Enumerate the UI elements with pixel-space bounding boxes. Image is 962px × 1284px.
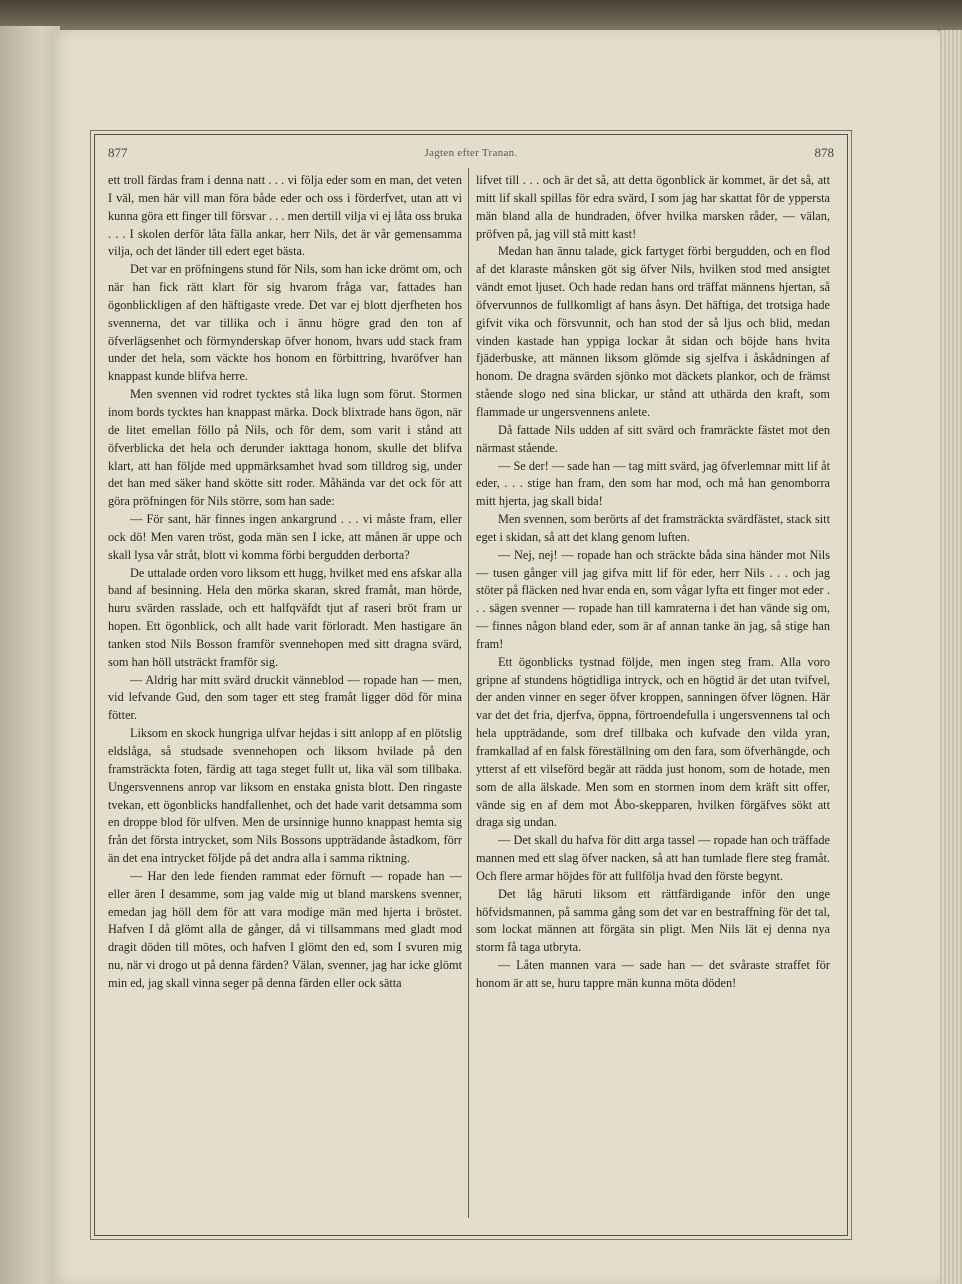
paragraph: — Se der! — sade han — tag mitt svärd, jag öfverlemnar mitt lif åt eder, . . . stige han fram, den som har mod, och må han genomborra mitt hjerta, jag skall bida! [476, 458, 830, 509]
book-binding-edge [0, 0, 962, 34]
left-page-number: 877 [108, 145, 128, 160]
paragraph: — Låten mannen vara — sade han — det svåraste straffet för honom är att se, huru tappre män kunna möta döden! [476, 958, 830, 990]
right-column [476, 172, 830, 993]
paragraph: De uttalade orden voro liksom ett hugg, hvilket med ens afskar alla band af besinning. Hela den mörka skaran, skred framåt, man hörde, huru svärden rasslade, och ett halfqväfdt tjut af raseri bröt fram ur hopen. Ett ögonblick, och allt hade varit förloradt. Men hastigare än tanken stod Nils Bosson framför svennehopen med sitt dragna svärd, som han höll utsträckt framför sig. [108, 565, 462, 669]
paragraph: Ett ögonblicks tystnad följde, men ingen steg fram. Alla voro gripne af stundens högtidliga intryck, och en högtid är det utan tvifvel, der anden vinner en seger öfver kroppen, sanningen öfver lögnen. Här var det det fria, djerfva, öppna, förtroendefulla i ungersvennens tal och hela uppträdande, som dref tillbaka och kufvade den vilda yran, framkallad af en falsk föreställning om den fara, som öfverhängde, och ytterst af ett vilseförd begär att rädda just honom, som de hotade, men som de alla älskade. Men som en stormen inom dem kräft sitt offer, vände sig en af dem mot Åbo-skepparen, hvilken förgäfves sökt att draga sig undan. [476, 654, 830, 830]
paragraph: Men svennen, som berörts af det framsträckta svärdfästet, stack sitt eget i skidan, så att det klang genom luften. [476, 512, 830, 544]
paragraph: — Det skall du hafva för ditt arga tassel — ropade han och träffade mannen med ett slag öfver nacken, så att han tumlade flere steg framåt. Och flere armar höjdes för att fullfölja hvad den förste begynt. [476, 833, 830, 883]
paragraph: Liksom en skock hungriga ulfvar hejdas i sitt anlopp af en plötslig eldslåga, så studsade svennehopen och liksom hvilade på den framsträckta foten, färdig att taga steget fullt ut, lika väl som tillbaka. Ungersvennens anrop var liksom en enstaka gnista blott. Den ringaste tvekan, ett ögonblicks handfallenhet, och det hade varit detsamma som en droppe blod för ulfven. Men de ursinnige hunno knappast hemta sig från det första intrycket, som Nils Bossons uppträdande åstadkom, förr än det ena intrycket följde på det andra alla i samma riktning. [108, 726, 462, 866]
column-divider [468, 168, 469, 1218]
running-title: Jagten efter Tranan. [424, 147, 518, 159]
paragraph: ett troll färdas fram i denna natt . . . vi följa eder som en man, det veten I väl, men här vill man föra både eder och oss i förderfvet, utan att vi kunna göra ett finger till försvar . . . men dertill vilja vi ej låta oss bruka . . . I skolen derför låta fälla ankar, herr Nils, det är vår gemensamma vilja, och det länder till edert eget bästa. [108, 173, 462, 259]
paragraph: Det var en pröfningens stund för Nils, som han icke drömt om, och när han fick rätt klart för sig hvarom fråga var, fattades han ögonblickligen af den häftigaste vrede. Det var ej blott djerfheten hos svennerna, det var tillika och i ännu högre grad den ton af öfverlägsenhet och förmynderskap öfver honom, hvars udd stack fram under det hela, som väckte hos honom en förbittring, hvaröfver han knappast kunde blifva herre. [108, 262, 462, 384]
paragraph: Medan han ännu talade, gick fartyget förbi bergudden, och en flod af det klaraste månsken göt sig öfver Nils, hvilken stod med ansigtet vändt emot ljuset. Och hade redan hans ord träffat männens hjertan, så öfvervunnos de fullkomligt af hans åsyn. Det häftiga, det trotsiga hade gifvit vika och försvunnit, och han stod der så ljus och blid, medan vinden kastade han yppiga lockar åt sidan och böjde hans hvita fjäderbuske, att männen liksom glömde sig sjelfva i åskådningen af honom. De dragna svärden sjönko mot däckets plankor, och de främst stående slogo ned sina blickar, ur stånd att uthärda den kraft, som flammade ur ungersvennens anlete. [476, 244, 830, 419]
paragraph: Det låg häruti liksom ett rättfärdigande inför den unge höfvidsmannen, på samma gång som det var en bestraffning för det tal, som lockat männen att förgäta sin pligt. Men Nils lät ej denna nya storm få taga utbryta. [476, 886, 830, 955]
paragraph: — Aldrig har mitt svärd druckit vänneblod — ropade han — men, vid lefvande Gud, den som tager ett steg framåt ligger död för mina fötter. [108, 672, 462, 723]
paragraph: Då fattade Nils udden af sitt svärd och framräckte fästet mot den närmast stående. [476, 422, 830, 455]
paragraph: lifvet till . . . och är det så, att detta ögonblick är kommet, är det så, att mitt lif skall spillas för edra svärd, I som jag har skattat för de yppersta män bland alla de hundraden, öfver hvilka marsken råder, — välan, pröfven på, jag vill stå mitt kast! [476, 173, 830, 241]
paragraph: — För sant, här finnes ingen ankargrund . . . vi måste fram, eller ock dö! Men varen tröst, goda män sen I icke, att månen är uppe och skall lysa vår stråt, blott vi komma förbi bergudden derborta? [108, 512, 462, 562]
left-column [108, 172, 462, 993]
right-page-number: 878 [814, 145, 834, 160]
page-stack-edge [940, 30, 962, 1284]
paragraph: Men svennen vid rodret tycktes stå lika lugn som förut. Stormen inom bords tycktes han knappast märka. Dock blixtrade hans ögon, när de litet emellan föllo på Nils, och för dem, som varit i stånd att öfverblicka det hela och derunder iakttaga honom, skulle det blifva klart, att han följde med uppmärksamhet hvad som tilldrog sig, under det han med säker hand skötte sitt roder. Måhända var det ock för att göra pröfningen för Nils större, som han sade: [108, 387, 462, 509]
paragraph: — Nej, nej! — ropade han och sträckte båda sina händer mot Nils — tusen gånger vill jag gifva mitt lif för eder, herr Nils . . . och jag stöter på fläcken ned hvar enda en, som vågar lyfta ett finger mot eder . . . sägen svenner — ropade han till kamraterna i det han vände sig om, — finnes någon bland eder, som är af annan tanke än jag, så stige han fram! [476, 547, 830, 651]
running-header [108, 145, 834, 165]
paragraph: — Har den lede fienden rammat eder förnuft — ropade han — eller ären I desamme, som jag valde mig ut bland marskens svenner, emedan jag höll dem för att vara modige män med hjerta i bröstet. Hafven I då glömt alla de gånger, då vi tillsammans med gladt mod dragit döden till mötes, och hafven I glömt den ed, som I svuren mig nu, när vi drogo ut på denna färden? Välan, svenner, jag har icke glömt min ed, jag skall vinna seger på denna färden eller ock sätta [108, 868, 462, 990]
